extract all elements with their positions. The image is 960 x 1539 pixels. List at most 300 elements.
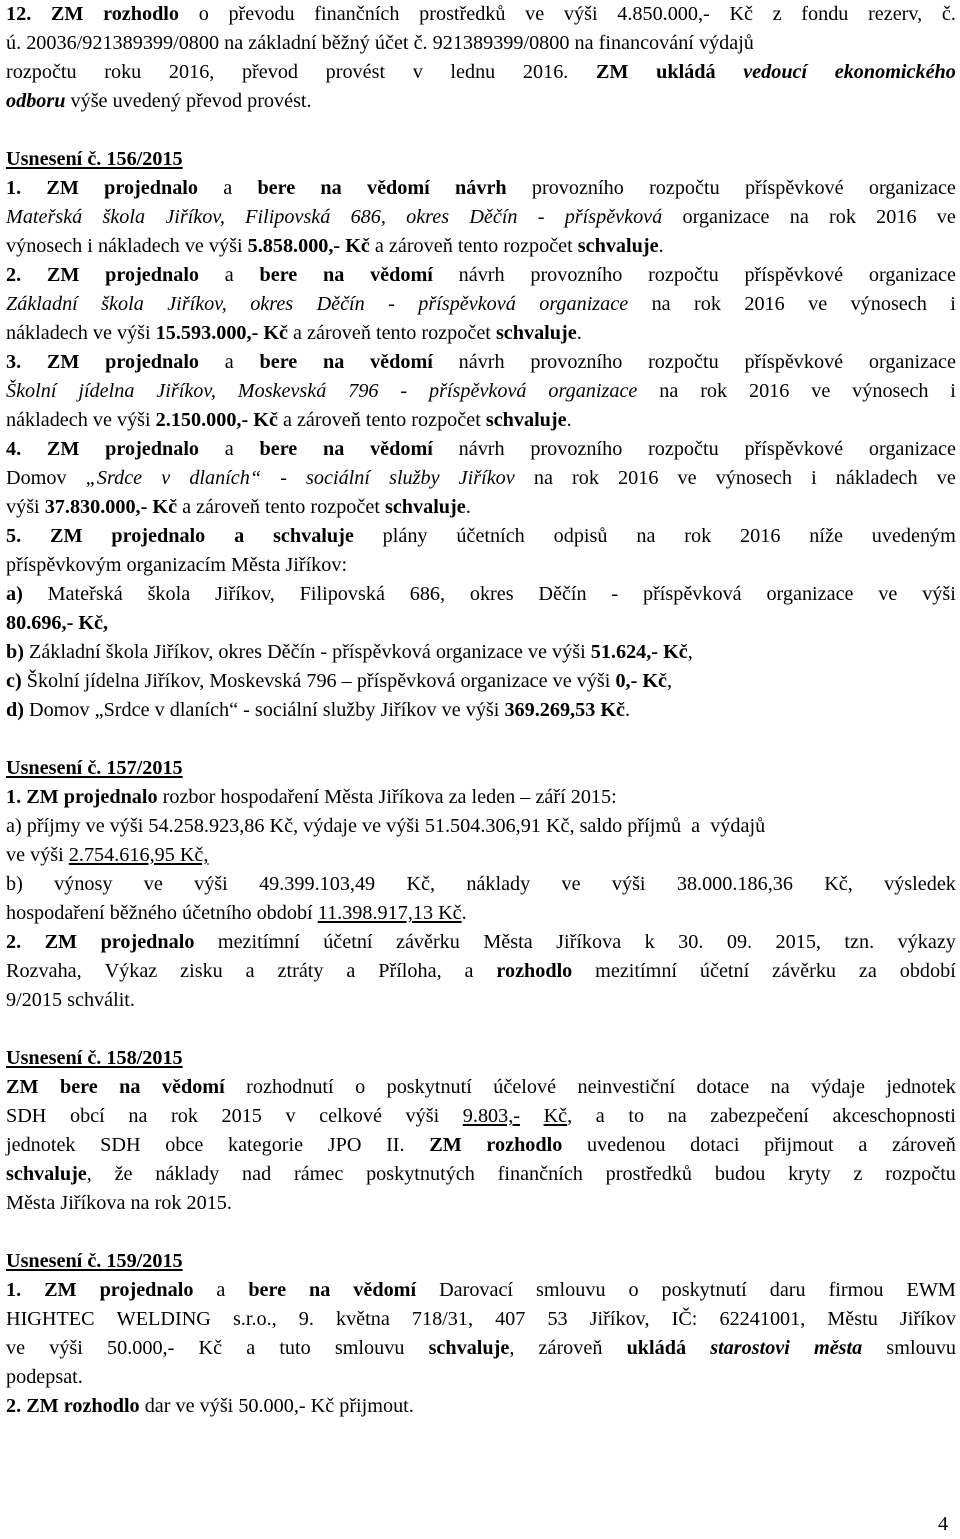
word: rozpočtu xyxy=(6,61,77,83)
word: Filipovská xyxy=(245,206,331,228)
text-run: c) xyxy=(6,670,22,692)
word: prostředků xyxy=(605,1163,693,1185)
word: vědomí xyxy=(161,1076,225,1098)
word: Děčín xyxy=(316,293,365,315)
resolution-heading xyxy=(6,145,956,174)
text-run: dar ve výši 50.000,- Kč přijmout. xyxy=(139,1395,414,1417)
word: rok xyxy=(694,293,721,315)
word: rozhodlo xyxy=(486,1134,563,1156)
text-line xyxy=(6,1102,956,1131)
word: účetních xyxy=(456,525,525,547)
word: provozního xyxy=(530,351,623,373)
word: příspěvkové xyxy=(744,264,844,286)
word: výkazy xyxy=(897,931,956,953)
word: převodu xyxy=(228,3,295,25)
word: příspěvkové xyxy=(744,177,844,199)
text-run: výši xyxy=(6,496,45,518)
word: a xyxy=(346,960,356,982)
word: Moskevská xyxy=(237,380,327,402)
word: ukládá xyxy=(626,1337,687,1359)
word: rozpočtu xyxy=(648,264,719,286)
word: kryty xyxy=(788,1163,831,1185)
word: organizace xyxy=(548,380,638,402)
word: projednalo xyxy=(105,264,200,286)
text-line xyxy=(6,696,956,725)
resolution-heading xyxy=(6,1247,956,1276)
word: prostředků xyxy=(419,3,506,25)
word: příspěvkové xyxy=(744,438,844,460)
word: výši xyxy=(194,873,228,895)
word: ZM xyxy=(44,1279,77,1301)
word: za xyxy=(858,960,877,982)
word: 12. xyxy=(6,3,32,25)
text-line xyxy=(6,319,956,348)
text-run: 1. ZM projednalo xyxy=(6,786,158,808)
word: návrh xyxy=(455,177,507,199)
text-run: 2. ZM rozhodlo xyxy=(6,1395,140,1417)
word: okres xyxy=(469,583,514,605)
text-line xyxy=(6,232,956,261)
text-line xyxy=(6,493,956,522)
text-line xyxy=(6,1131,956,1160)
word: organizace xyxy=(539,293,629,315)
word: rezerv, xyxy=(868,3,923,25)
text-line xyxy=(6,348,956,377)
word: bere xyxy=(259,438,298,460)
word: bere xyxy=(59,1076,98,1098)
text-run: schvaluje xyxy=(384,496,466,518)
text-line xyxy=(6,667,956,696)
word: závěrku xyxy=(772,960,837,982)
word: škola xyxy=(147,583,191,605)
word: s.r.o., xyxy=(232,1308,277,1330)
text-run: Domov „Srdce v dlaních“ - sociální služby Jiříkov ve výši xyxy=(23,699,505,721)
word: na xyxy=(119,1076,141,1098)
word: Města xyxy=(483,931,533,953)
word: SDH xyxy=(6,1105,47,1127)
text-run: 15.593.000,- Kč xyxy=(155,322,288,344)
word: výnosy xyxy=(54,873,113,895)
word: - xyxy=(611,583,619,605)
heading-text: Usnesení č. 157/2015 xyxy=(6,757,183,779)
text-line xyxy=(6,435,956,464)
word: převod xyxy=(241,61,299,83)
word: a xyxy=(858,1134,868,1156)
text-run: nákladech ve výši xyxy=(6,409,156,431)
word: 2. xyxy=(6,264,22,286)
word: výši xyxy=(49,1337,83,1359)
word: účelové xyxy=(493,1076,557,1098)
word: na xyxy=(323,264,345,286)
word: 5. xyxy=(6,525,22,547)
word: náklady xyxy=(155,1163,220,1185)
text-line xyxy=(6,1392,956,1421)
word: na xyxy=(128,1105,148,1127)
word: Školní xyxy=(6,380,57,402)
text-line xyxy=(6,841,956,870)
word: 9.803,- xyxy=(462,1105,520,1127)
word: Jiříkova xyxy=(556,931,622,953)
word: ve xyxy=(525,3,545,25)
word: Domov xyxy=(6,467,67,489)
word: II. xyxy=(386,1134,405,1156)
word: ve xyxy=(808,293,828,315)
word: roku xyxy=(104,61,142,83)
text-run: 37.830.000,- Kč xyxy=(44,496,178,518)
word: organizace xyxy=(868,351,956,373)
heading-text: Usnesení č. 158/2015 xyxy=(6,1047,183,1069)
word: 718/31, xyxy=(411,1308,473,1330)
word: zároveň xyxy=(891,1134,956,1156)
word: provozního xyxy=(531,177,624,199)
word: organizace xyxy=(868,177,956,199)
word: ZM xyxy=(50,525,83,547)
word: vědomí xyxy=(370,264,433,286)
word: 30. xyxy=(678,931,704,953)
word: ZM xyxy=(429,1134,462,1156)
word: bere xyxy=(257,177,296,199)
word: smlouvu xyxy=(886,1337,956,1359)
word: sociální xyxy=(306,467,370,489)
word: okres xyxy=(250,293,294,315)
word: výdaje xyxy=(811,1076,865,1098)
word: Jiříkov xyxy=(458,467,515,489)
text-run: 369.269,53 Kč xyxy=(504,699,625,721)
text-line xyxy=(6,957,956,986)
word: Jiříkov, xyxy=(156,380,216,402)
word: bere xyxy=(259,264,298,286)
word: 09. xyxy=(726,931,753,953)
word: příspěvková xyxy=(418,293,516,315)
word: „Srdce xyxy=(85,467,143,489)
word: Jiříkov xyxy=(899,1308,956,1330)
word: ve xyxy=(143,873,163,895)
word: ekonomického xyxy=(834,61,956,83)
word: z xyxy=(772,3,782,25)
heading-text: Usnesení č. 159/2015 xyxy=(6,1250,183,1272)
word: schvaluje xyxy=(273,525,354,547)
text-run: Základní škola Jiříkov, okres Děčín - příspěvková organizace ve výši xyxy=(23,641,591,663)
text-line xyxy=(6,1305,956,1334)
word: ve xyxy=(811,380,831,402)
word: SDH xyxy=(100,1134,141,1156)
word: zisku xyxy=(180,960,223,982)
word: to xyxy=(628,1105,645,1127)
word: Příloha, xyxy=(378,960,442,982)
word: 38.000.186,36 xyxy=(676,873,793,895)
text-line xyxy=(6,522,956,551)
text-line xyxy=(6,812,956,841)
word: Základní xyxy=(6,293,78,315)
text-run: . xyxy=(461,902,467,924)
word: rozpočtu xyxy=(885,1163,956,1185)
word: 3. xyxy=(6,351,22,373)
word: Darovací xyxy=(439,1279,514,1301)
text-run: b) xyxy=(6,641,24,663)
text-run: rozbor hospodaření Města Jiříkova za leden – září 2015: xyxy=(157,786,617,808)
word: a xyxy=(216,1279,226,1301)
text-run: 11.398.917,13 Kč xyxy=(317,902,462,924)
word: závěrku xyxy=(395,931,460,953)
word: níže xyxy=(809,525,843,547)
word: rok xyxy=(572,467,599,489)
word: smlouvu xyxy=(536,1279,606,1301)
word: a xyxy=(595,1105,605,1127)
text-run: 80.696,- Kč, xyxy=(6,612,109,634)
word: Kč, xyxy=(543,1105,573,1127)
text-line xyxy=(6,1276,956,1305)
word: 2015 xyxy=(221,1105,262,1127)
word: v xyxy=(412,61,423,83)
word: i xyxy=(811,467,817,489)
word: starostovi xyxy=(710,1337,790,1359)
word: Mateřská xyxy=(47,583,123,605)
word: příspěvková xyxy=(642,583,742,605)
word: na xyxy=(636,525,656,547)
word: že xyxy=(114,1163,133,1185)
word: Kč, xyxy=(824,873,853,895)
word: rok xyxy=(700,380,728,402)
word: výši xyxy=(922,583,956,605)
word: Jiříkov, xyxy=(165,206,225,228)
word: budou xyxy=(714,1163,766,1185)
word: návrh xyxy=(458,264,505,286)
word: ve xyxy=(6,1337,26,1359)
word: výsledek xyxy=(884,873,956,895)
word: dotaci xyxy=(690,1134,740,1156)
text-line xyxy=(6,203,956,232)
text-run: . xyxy=(566,409,572,431)
word: projednalo xyxy=(111,525,206,547)
word: 686, xyxy=(350,206,386,228)
text-run: 51.624,- Kč xyxy=(590,641,688,663)
word: Jiříkov, xyxy=(589,1308,650,1330)
text-run: 2.150.000,- Kč xyxy=(155,409,278,431)
word: 2016 xyxy=(740,525,781,547)
word: provést xyxy=(325,61,386,83)
word: přijmout xyxy=(764,1134,834,1156)
word: neinvestiční xyxy=(577,1076,676,1098)
word: o xyxy=(355,1076,366,1098)
text-line xyxy=(6,609,956,638)
word: rok xyxy=(684,525,712,547)
text-run: a zároveň tento rozpočet xyxy=(369,235,578,257)
word: EWM xyxy=(906,1279,956,1301)
word: Děčín xyxy=(538,583,587,605)
word: i xyxy=(950,380,956,402)
word: období xyxy=(899,960,956,982)
word: - xyxy=(537,206,545,228)
word: ve xyxy=(936,206,956,228)
word: tuto xyxy=(279,1337,311,1359)
word: ZM xyxy=(46,438,80,460)
text-run: . xyxy=(658,235,664,257)
word: na xyxy=(659,380,679,402)
word: ZM xyxy=(46,177,79,199)
word: plány xyxy=(382,525,428,547)
word: ve xyxy=(878,583,898,605)
word: Rozvaha, xyxy=(6,960,82,982)
word: fondu xyxy=(801,3,849,25)
word: vědomí xyxy=(366,177,430,199)
word: výnosech xyxy=(715,467,792,489)
word: škola xyxy=(102,206,146,228)
word: mezitímní xyxy=(595,960,678,982)
word: na xyxy=(667,1105,687,1127)
word: bere xyxy=(259,351,298,373)
text-run: 9/2015 schválit. xyxy=(6,989,135,1011)
word: 9. xyxy=(298,1308,314,1330)
text-run: 2.754.616,95 Kč, xyxy=(68,844,209,866)
word: Děčín xyxy=(469,206,518,228)
word: na xyxy=(323,351,345,373)
word: na xyxy=(309,1279,331,1301)
word: rozhodnutí xyxy=(246,1076,334,1098)
text-run: příspěvkovým organizacím Města Jiříkov: xyxy=(6,554,348,576)
word: a xyxy=(224,438,234,460)
word: organizace xyxy=(868,438,956,460)
word: poskytnutí xyxy=(661,1279,747,1301)
text-run: výše uvedený převod provést. xyxy=(65,90,312,112)
word: 2016 xyxy=(876,206,917,228)
word: výši xyxy=(405,1105,440,1127)
word: projednalo xyxy=(105,351,200,373)
word: a xyxy=(234,525,245,547)
word: rozpočtu xyxy=(649,177,720,199)
word: 686, xyxy=(409,583,446,605)
text-run: 0,- Kč xyxy=(615,670,668,692)
text-line xyxy=(6,377,956,406)
text-run: schvaluje xyxy=(577,235,659,257)
word: 50.000,- xyxy=(107,1337,175,1359)
text-line xyxy=(6,986,956,1015)
word: 1. xyxy=(6,177,22,199)
word: nákladech xyxy=(835,467,918,489)
word: na xyxy=(789,206,809,228)
text-line xyxy=(6,464,956,493)
word: o xyxy=(198,3,209,25)
word: výši xyxy=(563,3,598,25)
word: 2016, xyxy=(168,61,215,83)
word: rozpočtu xyxy=(648,438,719,460)
page-number: 4 xyxy=(938,1513,949,1535)
word: 2016. xyxy=(522,61,569,83)
word: 62241001, xyxy=(719,1308,806,1330)
word: škola xyxy=(101,293,144,315)
text-line xyxy=(6,551,956,580)
text-run: výnosech i nákladech ve výši xyxy=(6,235,248,257)
word: výnosech xyxy=(850,293,927,315)
word: projednalo xyxy=(105,438,200,460)
word: na xyxy=(533,467,553,489)
word: i xyxy=(950,293,956,315)
word: v xyxy=(161,467,171,489)
word: účetní xyxy=(323,931,373,953)
word: vědomí xyxy=(370,438,433,460)
word: zabezpečení xyxy=(710,1105,809,1127)
word: jídelna xyxy=(78,380,135,402)
word: dlaních“ xyxy=(189,467,262,489)
word: rámec xyxy=(293,1163,344,1185)
text-line xyxy=(6,0,956,29)
text-run: nákladech ve výši xyxy=(6,322,156,344)
word: rok xyxy=(829,206,856,228)
text-line xyxy=(6,87,956,116)
word: Kč xyxy=(729,3,753,25)
word: projednalo xyxy=(104,177,198,199)
word: rozhodlo xyxy=(496,960,573,982)
word: rozpočtu xyxy=(648,351,719,373)
word: výnosech xyxy=(852,380,929,402)
word: projednalo xyxy=(100,931,195,953)
word: IČ: xyxy=(671,1308,698,1330)
word: z xyxy=(853,1163,863,1185)
text-run: , xyxy=(667,670,673,692)
word: dotace xyxy=(696,1076,750,1098)
text-run: Města Jiříkova na rok 2015. xyxy=(6,1192,232,1214)
text-run: a zároveň tento rozpočet xyxy=(288,322,496,344)
word: Kč xyxy=(198,1337,223,1359)
word: v xyxy=(285,1105,296,1127)
word: vědomí xyxy=(353,1279,417,1301)
word: ZM xyxy=(44,931,78,953)
text-line xyxy=(6,870,956,899)
text-line xyxy=(6,1189,956,1218)
text-run: schvaluje xyxy=(495,322,577,344)
word: celkové xyxy=(319,1105,382,1127)
word: provozního xyxy=(530,438,623,460)
text-run: odboru xyxy=(6,90,66,112)
word: 2015, xyxy=(775,931,821,953)
text-line xyxy=(6,928,956,957)
text-run: a zároveň tento rozpočet xyxy=(277,409,486,431)
word: 49.399.103,49 xyxy=(259,873,376,895)
word: vědomí xyxy=(370,351,433,373)
word: ZM xyxy=(50,3,84,25)
text-line xyxy=(6,1073,956,1102)
text-line xyxy=(6,290,956,319)
word: návrh xyxy=(458,438,505,460)
word: na xyxy=(651,293,671,315)
word: účetní xyxy=(699,960,750,982)
word: a xyxy=(224,264,234,286)
word: mezitímní xyxy=(217,931,300,953)
word: 2016 xyxy=(744,293,785,315)
word: města xyxy=(814,1337,863,1359)
word: - xyxy=(400,380,408,402)
word: ZM xyxy=(46,351,80,373)
word: smlouvu xyxy=(334,1337,405,1359)
word: poskytnutých xyxy=(366,1163,475,1185)
word: ve xyxy=(677,467,697,489)
word: na xyxy=(323,438,345,460)
text-line xyxy=(6,29,956,58)
text-run: Školní jídelna Jiříkov, Moskevská 796 – příspěvková organizace ve výši xyxy=(21,670,616,692)
word: a xyxy=(224,351,234,373)
word: daru xyxy=(769,1279,806,1301)
word: náklady xyxy=(466,873,531,895)
word: nad xyxy=(242,1163,272,1185)
word: ve xyxy=(561,873,581,895)
word: Jiříkov, xyxy=(167,293,227,315)
word: ve xyxy=(936,467,956,489)
word: a xyxy=(246,1337,256,1359)
word: Výkaz xyxy=(104,960,158,982)
text-line xyxy=(6,638,956,667)
word: jednotek xyxy=(886,1076,956,1098)
word: obce xyxy=(165,1134,204,1156)
word: 2. xyxy=(6,931,22,953)
